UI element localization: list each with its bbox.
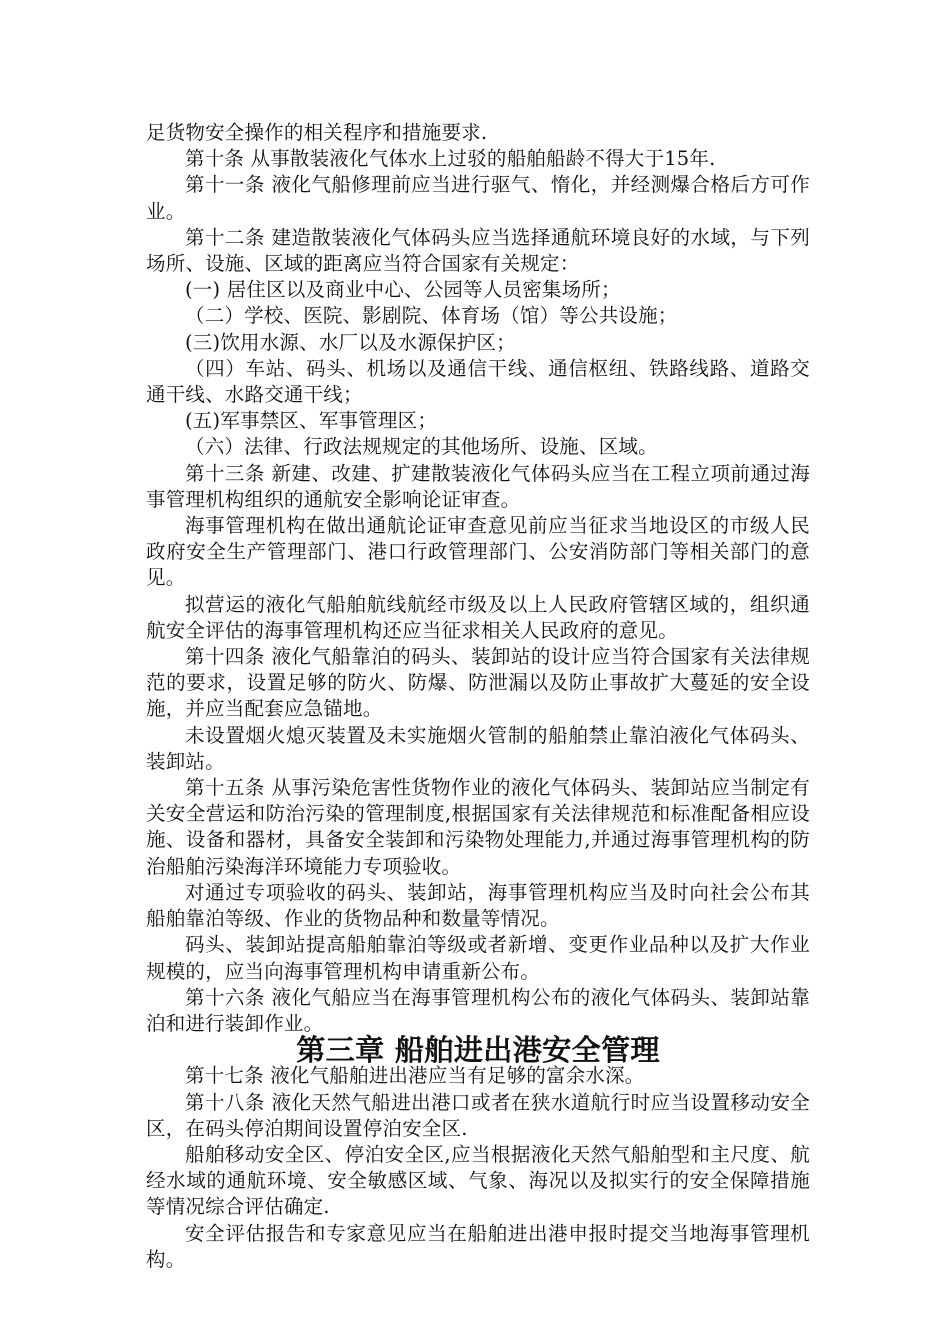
list-item: （二）学校、医院、影剧院、体育场（馆）等公共设施；: [185, 304, 678, 328]
article-15-paragraph: 第十五条 从事污染危害性货物作业的液化气体码头、装卸站应当制定有关安全营运和防治污染的管理制度,根据国家有关法律规范和标准配备相应设施、设备和器材，具备安全装卸和污染物处理能力,并通过海事管理机构的防治船舶污染海洋环境能力专项验收。: [146, 776, 810, 878]
paragraph: 未设置烟火熄灭装置及未实施烟火管制的船舶禁止靠泊液化气体码头、装卸站。: [146, 723, 810, 773]
paragraph: 对通过专项验收的码头、装卸站，海事管理机构应当及时向社会公布其船舶靠泊等级、作业的货物品种和数量等情况。: [146, 880, 810, 931]
paragraph: 海事管理机构在做出通航论证审查意见前应当征求当地设区的市级人民政府安全生产管理部门、港口行政管理部门、公安消防部门等相关部门的意见。: [146, 514, 810, 590]
paragraph: 码头、装卸站提高船舶靠泊等级或者新增、变更作业品种以及扩大作业规模的，应当向海事管理机构申请重新公布。: [146, 933, 810, 983]
article-18-paragraph: 第十八条 液化天然气船进出港口或者在狭水道航行时应当设置移动安全区，在码头停泊期间设置停泊安全区.: [146, 1090, 810, 1140]
article-16-paragraph: 第十六条 液化气船应当在海事管理机构公布的液化气体码头、装卸站靠泊和进行装卸作业。: [146, 985, 810, 1035]
list-item: （六）法律、行政法规规定的其他场所、设施、区域。: [185, 435, 658, 459]
list-item: (一) 居住区以及商业中心、公园等人员密集场所；: [185, 278, 621, 302]
paragraph: 足货物安全操作的相关程序和措施要求.: [146, 121, 488, 144]
article-12-paragraph: 第十二条 建造散装液化气体码头应当选择通航环境良好的水域，与下列场所、设施、区域的距离应当符合国家有关规定：: [146, 225, 810, 276]
paragraph: 拟营运的液化气船舶航线航经市级及以上人民政府管辖区域的，组织通航安全评估的海事管理机构还应当征求相关人民政府的意见。: [146, 592, 810, 642]
list-item: (三)饮用水源、水厂以及水源保护区；: [185, 330, 516, 354]
article-13-paragraph: 第十三条 新建、改建、扩建散装液化气体码头应当在工程立项前通过海事管理机构组织的通航安全影响论证审查。: [146, 461, 810, 511]
chapter-title: 第三章 船舶进出港安全管理: [296, 1033, 660, 1068]
paragraph: 安全评估报告和专家意见应当在船舶进出港申报时提交当地海事管理机构。: [146, 1221, 810, 1271]
list-item: (五)军事禁区、军事管理区；: [185, 409, 438, 433]
list-item: （四）车站、码头、机场以及通信干线、通信枢纽、铁路线路、道路交通干线、水路交通干线；: [146, 356, 810, 407]
article-10-paragraph: 第十条 从事散装液化气体水上过驳的船舶船龄不得大于15年.: [185, 147, 716, 171]
article-11-paragraph: 第十一条 液化气船修理前应当进行驱气、惰化，并经测爆合格后方可作业。: [146, 173, 810, 223]
document-page: [146, 120, 810, 1273]
paragraph: 船舶移动安全区、停泊安全区,应当根据液化天然气船舶型和主尺度、航经水域的通航环境、安全敏感区域、气象、海况以及拟实行的安全保障措施等情况综合评估确定.: [146, 1142, 810, 1219]
article-14-paragraph: 第十四条 液化气船靠泊的码头、装卸站的设计应当符合国家有关法律规范的要求，设置足够的防火、防爆、防泄漏以及防止事故扩大蔓延的安全设施，并应当配套应急锚地。: [146, 645, 810, 721]
article-17-paragraph: 第十七条 液化气船舶进出港应当有足够的富余水深。: [185, 1064, 645, 1088]
